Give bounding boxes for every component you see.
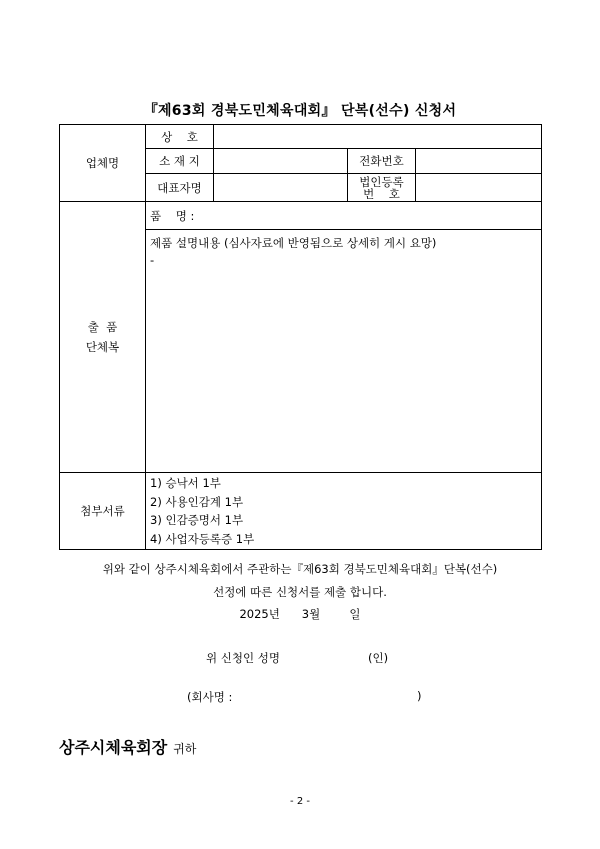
product-section-label-line1: 출 품 bbox=[87, 320, 118, 334]
item-name-field[interactable]: 품 명 : bbox=[146, 202, 542, 230]
product-description-label: 제품 설명내용 (심사자료에 반영됨으로 상세히 게시 요망) bbox=[150, 236, 437, 250]
product-description-bullet: - bbox=[150, 253, 155, 267]
product-section-label bbox=[60, 202, 146, 473]
addressee-suffix: 귀하 bbox=[173, 742, 197, 756]
address-field[interactable] bbox=[214, 149, 348, 174]
address-label: 소 재 지 bbox=[146, 149, 214, 174]
corp-registration-label bbox=[348, 174, 416, 202]
addressee-name: 상주시체육회장 bbox=[59, 738, 168, 757]
phone-label: 전화번호 bbox=[348, 149, 416, 174]
attachments-list bbox=[146, 473, 542, 550]
company-section-label: 업체명 bbox=[60, 125, 146, 202]
company-name-open: (회사명 : bbox=[187, 690, 233, 704]
business-name-label: 상 호 bbox=[146, 125, 214, 149]
page-number: - 2 - bbox=[290, 796, 310, 807]
corp-registration-label-line1: 법인등록 bbox=[359, 174, 404, 189]
statement-line-2: 선정에 따른 신청서를 제출 합니다. bbox=[213, 585, 387, 599]
business-name-field[interactable] bbox=[214, 125, 542, 149]
statement-line-1: 위와 같이 상주시체육회에서 주관하는『제63회 경북도민체육대회』단복(선수) bbox=[102, 562, 498, 576]
statement-date: 2025년 3월 일 bbox=[239, 607, 361, 621]
product-description-area[interactable] bbox=[146, 230, 542, 473]
company-name-close: ) bbox=[417, 689, 422, 703]
product-section-label-line2: 단체복 bbox=[85, 340, 120, 354]
document-title: 『제63회 경북도민체육대회』 단복(선수) 신청서 bbox=[143, 103, 457, 119]
corp-registration-field[interactable] bbox=[416, 174, 542, 202]
attachments-section-label: 첨부서류 bbox=[60, 473, 146, 550]
corp-registration-label-line2: 번 호 bbox=[363, 186, 400, 201]
applicant-label: 위 신청인 성명 bbox=[206, 651, 280, 665]
phone-field[interactable] bbox=[416, 149, 542, 174]
representative-field[interactable] bbox=[214, 174, 348, 202]
attachment-item-3: 3) 인감증명서 1부 bbox=[150, 513, 244, 527]
addressee bbox=[59, 735, 196, 758]
application-form-table bbox=[59, 124, 542, 550]
attachment-item-4: 4) 사업자등록증 1부 bbox=[150, 531, 255, 546]
attachment-item-1: 1) 승낙서 1부 bbox=[150, 476, 221, 490]
representative-label: 대표자명 bbox=[146, 174, 214, 202]
attachment-item-2: 2) 사용인감계 1부 bbox=[150, 494, 244, 509]
applicant-seal: (인) bbox=[368, 651, 389, 665]
